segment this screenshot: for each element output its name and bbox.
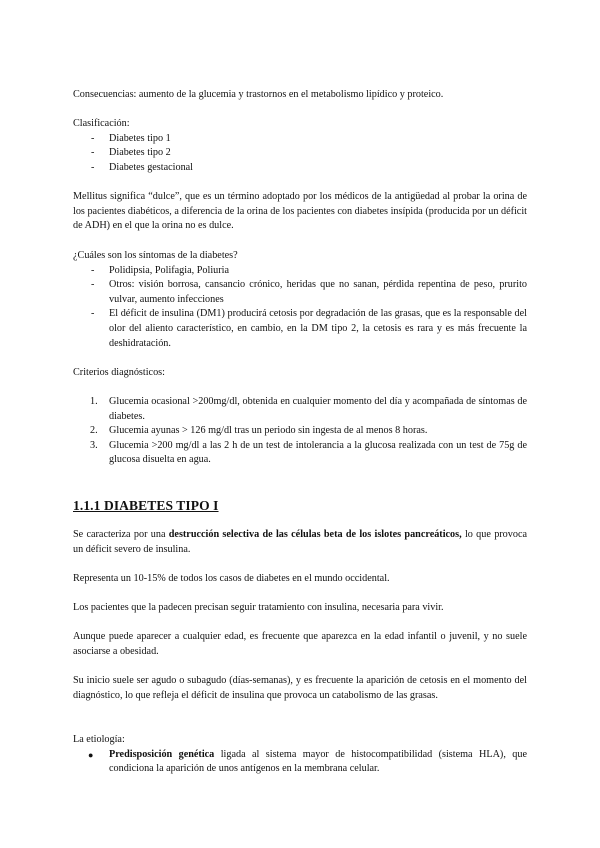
etiologia-list [73,748,527,777]
criterios-title: Criterios diagnósticos: [73,367,165,378]
list-item: - Diabetes tipo 1 [73,132,527,147]
list-item: - Diabetes tipo 2 [73,146,527,161]
list-text: Glucemia ayunas > 126 mg/dl tras un periodo sin ingesta de al menos 8 horas. [109,425,428,437]
etiologia-section [73,733,527,777]
list-number: 2. [90,425,98,437]
list-item: - Polidipsia, Polifagia, Poliuria [73,264,527,279]
list-item: - El déficit de insulina (DM1) producirá cetosis por degradación de las grasas, que es la responsable del olor del aliento característico, en cambio, en la DM tipo 2, la cetosis es rara y es más frecuente la deshidratación. [73,307,527,351]
criterios-list [73,395,527,468]
mellitus-paragraph: Mellitus significa “dulce”, que es un término adoptado por los médicos de la antigüedad al probar la orina de los pacientes diabéticos, a diferencia de la orina de los pacientes con diabetes insípida (producida por un déficit de ADH) en el que la orina no es dulce. [73,191,527,232]
sintomas-question: ¿Cuáles son los síntomas de la diabetes? [73,250,238,261]
intro-text-rest: lo que provoca un déficit severo de insulina. [73,529,528,555]
list-item [73,439,527,468]
etiologia-bold-text: Predisposición genética [109,748,215,760]
intro-paragraph [73,528,527,557]
bullet-icon: ● [88,749,94,760]
clasificacion-title: Clasificación: [73,118,130,129]
list-item: - Diabetes gestacional [73,161,527,176]
inicio-paragraph: Su inicio suele ser agudo o subagudo (días-semanas), y es frecuente la aparición de cetosis en el momento del diagnóstico, lo que refleja el déficit de insulina que provoca un catabolismo de las grasas. [73,675,527,701]
list-item: - Otros: visión borrosa, cansancio crónico, heridas que no sanan, pérdida repentina de peso, prurito vulvar, aumento infecciones [73,278,527,307]
represent-paragraph: Representa un 10-15% de todos los casos de diabetes en el mundo occidental. [73,573,390,584]
sintomas-section [73,249,527,351]
clasificacion-list [73,132,527,176]
list-number: 1. [90,396,98,407]
aunque-paragraph: Aunque puede aparecer a cualquier edad, es frecuente que aparezca en la edad infantil o juvenil, y no suele asociarse a obesidad. [73,631,527,657]
list-item [73,748,527,777]
etiologia-title: La etiología: [73,734,125,745]
consecuencias-paragraph: Consecuencias: aumento de la glucemia y trastornos en el metabolismo lipídico y proteico. [73,89,444,100]
section-heading: 1.1.1 DIABETES TIPO I [73,498,219,513]
clasificacion-section [73,117,527,175]
intro-bold-text: destrucción selectiva de las células beta de los islotes pancreáticos, [168,529,462,540]
intro-text: Se caracteriza por una [73,529,169,540]
list-number: 3. [90,439,98,451]
list-item [73,395,527,424]
etiologia-text: ligada al sistema mayor de histocompatibilidad (sistema HLA), que condiciona la aparición de unos antígenos en la membrana celular. [109,748,527,775]
sintomas-list [73,264,527,352]
list-text: Glucemia >200 mg/dl a las 2 h de un test de intolerancia a la glucosa realizada con un test de 75g de glucosa disuelta en agua. [109,439,527,466]
list-item [73,424,527,439]
pacientes-paragraph: Los pacientes que la padecen precisan seguir tratamiento con insulina, necesaria para vivir. [73,602,444,613]
list-text: Glucemia ocasional >200mg/dl, obtenida en cualquier momento del día y acompañada de síntomas de diabetes. [109,396,527,422]
